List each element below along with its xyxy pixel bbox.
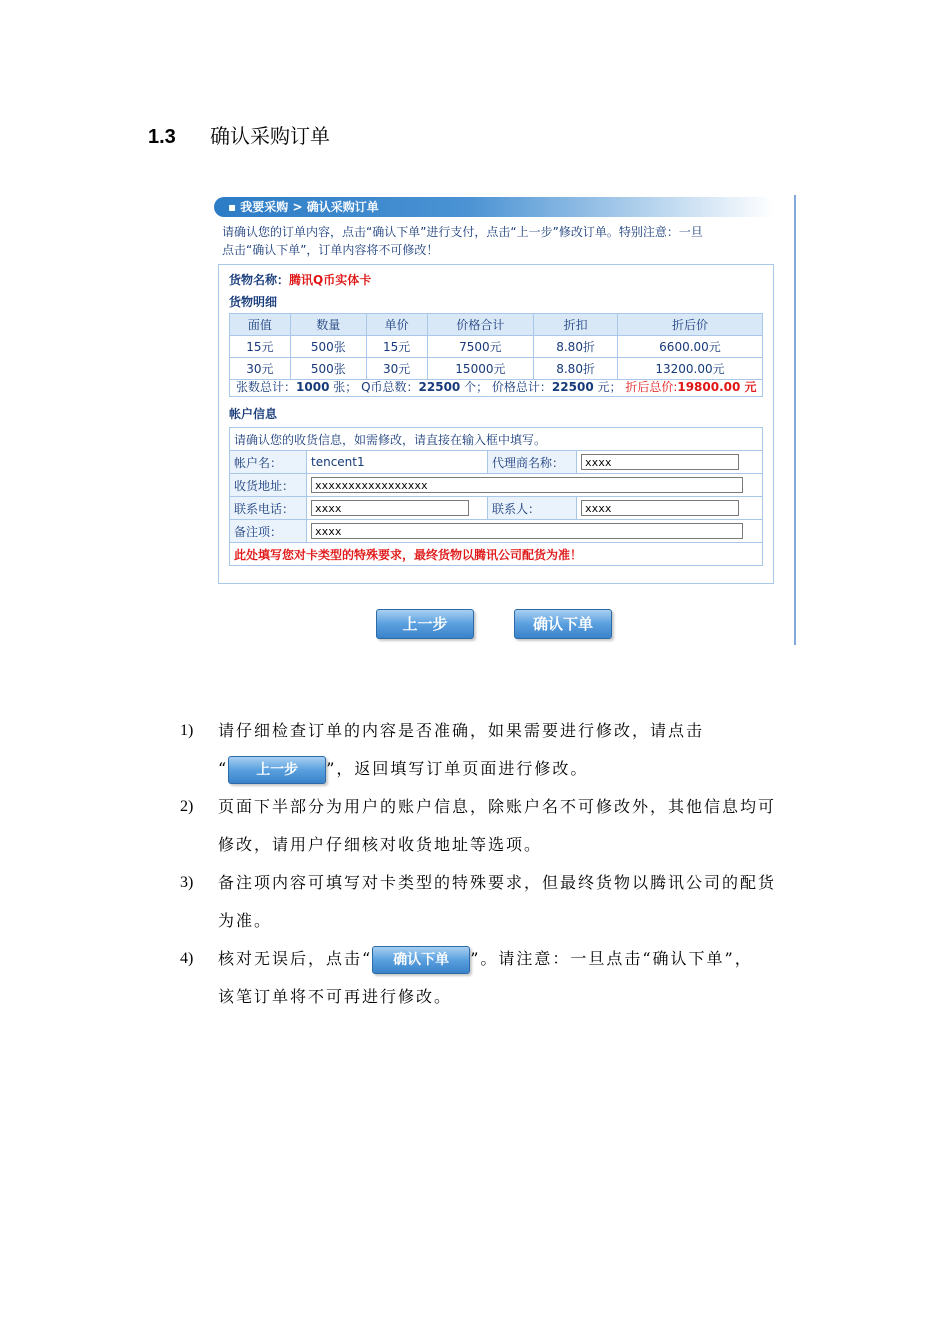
count-value: 1000 (296, 380, 330, 394)
table-cell: 15元 (366, 336, 427, 358)
account-intro: 请确认您的收货信息，如需修改，请直接在输入框中填写。 (230, 428, 763, 451)
section-number: 1.3 (148, 126, 176, 148)
count-label: 张数总计： (236, 380, 297, 394)
goods-name-value: 腾讯Q币实体卡 (289, 273, 372, 287)
table-row (230, 358, 763, 380)
account-name-value: tencent1 (307, 451, 488, 474)
item-text: 为准。 (218, 911, 273, 930)
address-cell (307, 474, 763, 497)
col-header: 折扣 (534, 314, 618, 336)
order-summary (229, 378, 763, 397)
final-price-label: 折后总价: (621, 380, 678, 394)
item-text-line (218, 750, 810, 788)
qb-value: 22500 (418, 380, 461, 394)
table-cell: 13200.00元 (617, 358, 762, 380)
list-item (180, 940, 810, 1016)
account-form (229, 427, 763, 566)
right-border-line (794, 195, 796, 645)
table-cell: 30元 (366, 358, 427, 380)
goods-name-label: 货物名称： (229, 273, 290, 287)
agent-name-cell (577, 451, 763, 474)
address-input[interactable]: xxxxxxxxxxxxxxxxx (311, 477, 743, 493)
remark-note-row (230, 543, 763, 566)
list-item (180, 788, 810, 864)
account-heading: 帐户信息 (229, 407, 278, 421)
goods-table (229, 313, 763, 380)
table-cell: 15000元 (427, 358, 534, 380)
order-confirm-screenshot (214, 195, 798, 647)
remark-note: 此处填写您对卡类型的特殊要求，最终货物以腾讯公司配货为准！ (230, 543, 763, 566)
price-label: 价格总计： (488, 380, 552, 394)
list-item (180, 864, 810, 940)
goods-detail-heading: 货物明细 (229, 295, 278, 309)
table-row (230, 336, 763, 358)
remark-cell (307, 520, 763, 543)
address-label: 收货地址： (230, 474, 307, 497)
remark-input[interactable]: xxxx (311, 523, 743, 539)
col-header: 单价 (366, 314, 427, 336)
address-row (230, 474, 763, 497)
table-cell: 500张 (290, 336, 366, 358)
item-number: 1) (180, 722, 194, 739)
item-number: 2) (180, 798, 194, 815)
col-header: 面值 (230, 314, 291, 336)
prev-step-button[interactable]: 上一步 (376, 609, 474, 639)
table-cell: 30元 (230, 358, 291, 380)
item-number: 3) (180, 874, 194, 891)
confirm-order-button[interactable]: 确认下单 (514, 609, 612, 639)
item-text: 备注项内容可填写对卡类型的特殊要求，但最终货物以腾讯公司的配货 (218, 873, 777, 892)
contact-cell (577, 497, 763, 520)
qb-unit: 个； (460, 380, 489, 394)
section-heading (148, 120, 330, 149)
table-cell: 8.80折 (534, 336, 618, 358)
item-number: 4) (180, 950, 194, 967)
col-header: 折后价 (617, 314, 762, 336)
confirm-order-button-image: 确认下单 (372, 946, 470, 974)
item-text: 该笔订单将不可再进行修改。 (218, 987, 453, 1006)
agent-name-label: 代理商名称： (488, 451, 577, 474)
table-cell: 15元 (230, 336, 291, 358)
table-cell: 6600.00元 (617, 336, 762, 358)
col-header: 价格合计 (427, 314, 534, 336)
contact-label: 联系人： (488, 497, 577, 520)
quote-open: “ (218, 759, 229, 778)
phone-row (230, 497, 763, 520)
phone-input[interactable]: xxxx (311, 500, 469, 516)
price-value: 22500 (551, 380, 594, 394)
prev-step-button-image: 上一步 (228, 756, 326, 784)
item-text: ”。请注意：一旦点击“确认下单”， (470, 949, 753, 968)
count-unit: 张； (329, 380, 358, 394)
item-text: 修改，请用户仔细核对收货地址等选项。 (218, 835, 543, 854)
account-intro-row (230, 428, 763, 451)
item-text-line (218, 940, 810, 978)
phone-label: 联系电话： (230, 497, 307, 520)
table-cell: 500张 (290, 358, 366, 380)
item-text: 请仔细检查订单的内容是否准确，如果需要进行修改，请点击 (218, 721, 705, 740)
instruction-list (180, 712, 810, 1016)
price-unit: 元； (593, 380, 622, 394)
col-header: 数量 (290, 314, 366, 336)
intro-line-1: 请确认您的订单内容，点击“确认下单”进行支付，点击“上一步”修改订单。特别注意：一旦 (222, 225, 703, 239)
final-price-unit: 元 (740, 380, 757, 394)
breadcrumb: ▪ 我要采购 > 确认采购订单 (214, 197, 774, 217)
agent-name-input[interactable]: xxxx (581, 454, 739, 470)
item-text: 核对无误后，点击“ (218, 949, 373, 968)
intro-line-2: 点击“确认下单”，订单内容将不可修改！ (222, 243, 439, 257)
account-name-label: 帐户名： (230, 451, 307, 474)
qb-label: Q币总数： (357, 380, 419, 394)
contact-input[interactable]: xxxx (581, 500, 739, 516)
table-header-row (230, 314, 763, 336)
phone-cell (307, 497, 488, 520)
table-cell: 7500元 (427, 336, 534, 358)
remark-row (230, 520, 763, 543)
goods-name (229, 271, 371, 288)
list-item (180, 712, 810, 788)
section-title: 确认采购订单 (210, 124, 330, 148)
final-price-value: 19800.00 (677, 380, 741, 394)
account-name-row (230, 451, 763, 474)
item-text: ”，返回填写订单页面进行修改。 (326, 759, 589, 778)
table-cell: 8.80折 (534, 358, 618, 380)
order-panel (218, 264, 774, 584)
item-text: 页面下半部分为用户的账户信息，除账户名不可修改外，其他信息均可 (218, 797, 777, 816)
remark-label: 备注项： (230, 520, 307, 543)
intro-text (222, 223, 782, 259)
